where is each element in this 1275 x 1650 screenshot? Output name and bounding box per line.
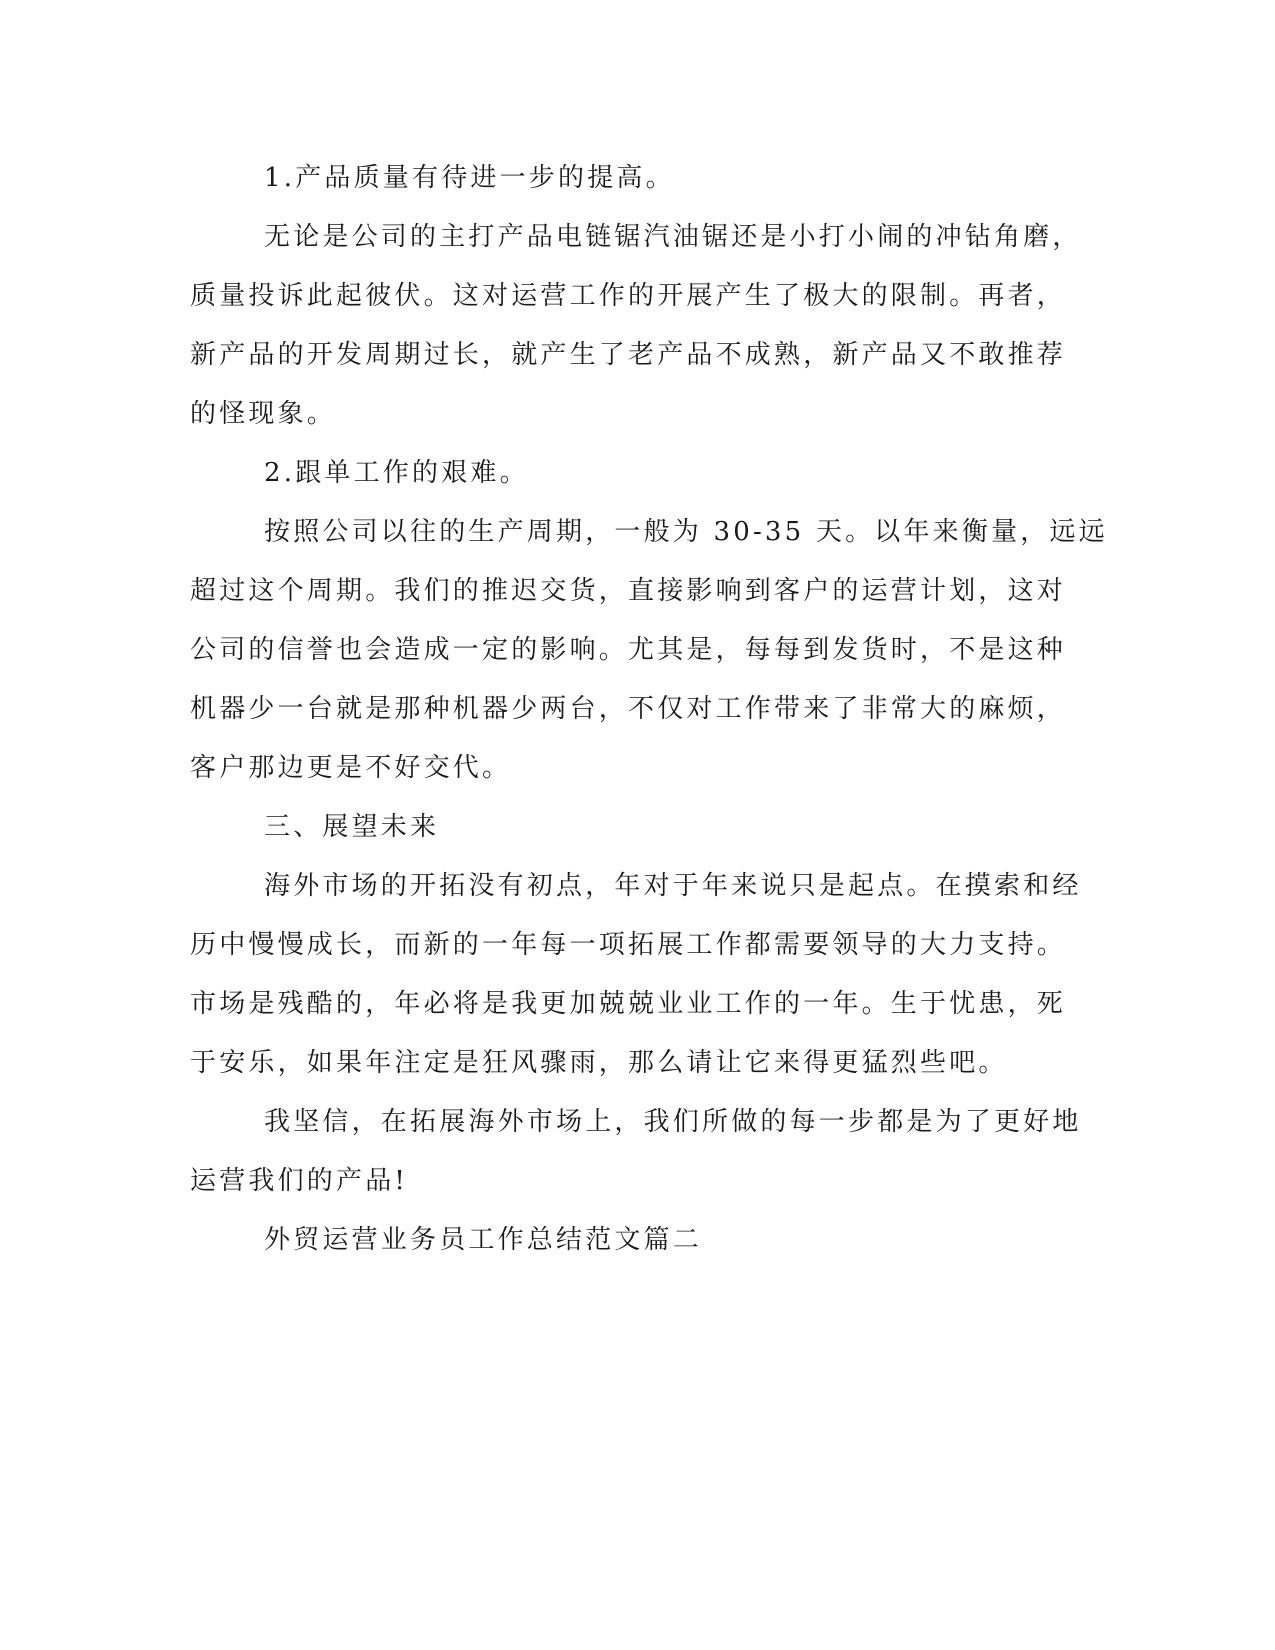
- section-heading-outlook: 三、展望未来: [264, 812, 440, 842]
- paragraph-line: 的怪现象。: [190, 399, 337, 429]
- paragraph-line: 客户那边更是不好交代。: [190, 753, 512, 783]
- article-title-part-two: 外贸运营业务员工作总结范文篇二: [264, 1225, 703, 1255]
- paragraph-line: 我坚信，在拓展海外市场上，我们所做的每一步都是为了更好地: [264, 1107, 1082, 1137]
- paragraph-line: 机器少一台就是那种机器少两台，不仅对工作带来了非常大的麻烦，: [190, 694, 1067, 724]
- paragraph-line: 新产品的开发周期过长，就产生了老产品不成熟，新产品又不敢推荐: [190, 340, 1067, 370]
- paragraph-line: 公司的信誉也会造成一定的影响。尤其是，每每到发货时，不是这种: [190, 635, 1067, 665]
- heading-product-quality: 1.产品质量有待进一步的提高。: [264, 163, 675, 193]
- paragraph-line: 于安乐，如果年注定是狂风骤雨，那么请让它来得更猛烈些吧。: [190, 1048, 1008, 1078]
- paragraph-line: 运营我们的产品!: [190, 1166, 409, 1196]
- paragraph-line: 海外市场的开拓没有初点，年对于年来说只是起点。在摸索和经: [264, 871, 1082, 901]
- paragraph-line: 质量投诉此起彼伏。这对运营工作的开展产生了极大的限制。再者，: [190, 281, 1067, 311]
- paragraph-line: 超过这个周期。我们的推迟交货，直接影响到客户的运营计划，这对: [190, 576, 1067, 606]
- paragraph-line: 无论是公司的主打产品电链锯汽油锯还是小打小闹的冲钻角磨，: [264, 222, 1082, 252]
- paragraph-line: 市场是残酷的，年必将是我更加兢兢业业工作的一年。生于忧患，死: [190, 989, 1067, 1019]
- heading-order-follow-up: 2.跟单工作的艰难。: [264, 458, 529, 488]
- paragraph-line: 历中慢慢成长，而新的一年每一项拓展工作都需要领导的大力支持。: [190, 930, 1067, 960]
- paragraph-line: 按照公司以往的生产周期，一般为 30-35 天。以年来衡量，远远: [264, 517, 1108, 547]
